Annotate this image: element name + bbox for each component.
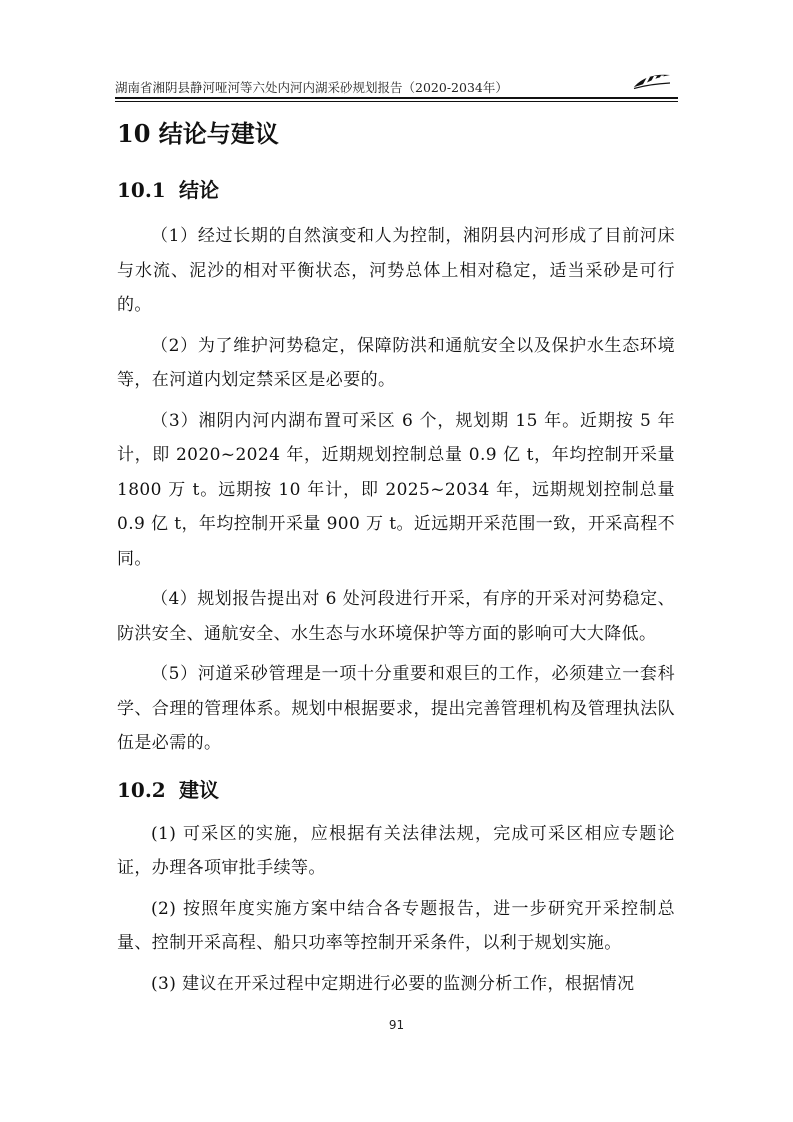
page-header bbox=[115, 70, 678, 96]
paragraph: （2）为了维护河势稳定，保障防洪和通航安全以及保护水生态环境等，在河道内划定禁采区是必要的。 bbox=[117, 335, 675, 390]
section-number: 10.2 bbox=[117, 777, 166, 802]
header-rule bbox=[115, 97, 678, 99]
header-rule-thin bbox=[115, 101, 678, 102]
section-heading-suggestions bbox=[117, 773, 675, 807]
header-title: 湖南省湘阴县静河哑河等六处内河内湖采砂规划报告（2020-2034年） bbox=[115, 80, 508, 95]
section-title: 建议 bbox=[179, 777, 219, 802]
paragraph: （4）规划报告提出对 6 处河段进行开采，有序的开采对河势稳定、防洪安全、通航安全、水生态与水环境保护等方面的影响可大大降低。 bbox=[117, 589, 675, 644]
paragraph: (3) 建议在开采过程中定期进行必要的监测分析工作，根据情况 bbox=[151, 973, 635, 994]
chapter-title: 10 结论与建议 bbox=[117, 119, 279, 148]
institute-logo-icon bbox=[632, 72, 672, 90]
page-content bbox=[117, 112, 675, 1007]
paragraph: （5）河道采砂管理是一项十分重要和艰巨的工作，必须建立一套科学、合理的管理体系。规划中根据要求，提出完善管理机构及管理执法队伍是必需的。 bbox=[117, 664, 675, 753]
section-title: 结论 bbox=[179, 178, 219, 202]
section-heading-conclusions bbox=[117, 173, 675, 207]
page-number: 91 bbox=[388, 1018, 405, 1032]
paragraph: (2) 按照年度实施方案中结合各专题报告，进一步研究开采控制总量、控制开采高程、船只功率等控制开采条件，以利于规划实施。 bbox=[117, 898, 675, 953]
paragraph: （1）经过长期的自然演变和人为控制，湘阴县内河形成了目前河床与水流、泥沙的相对平衡状态，河势总体上相对稳定，适当采砂是可行的。 bbox=[117, 226, 675, 315]
paragraph: （3）湘阴内河内湖布置可采区 6 个，规划期 15 年。近期按 5 年计，即 2020~2024 年，近期规划控制总量 0.9 亿 t，年均控制开采量 1800 万 t。远期按 10 年计，即 2025~2034 年，远期规划控制总量 0.9 亿 t，年均控制开采量 900 万 t。近远期开采范围一致，开采高程不同。 bbox=[117, 410, 675, 569]
paragraph: (1) 可采区的实施，应根据有关法律法规，完成可采区相应专题论证，办理各项审批手续等。 bbox=[117, 823, 675, 878]
section-number: 10.1 bbox=[117, 178, 166, 202]
